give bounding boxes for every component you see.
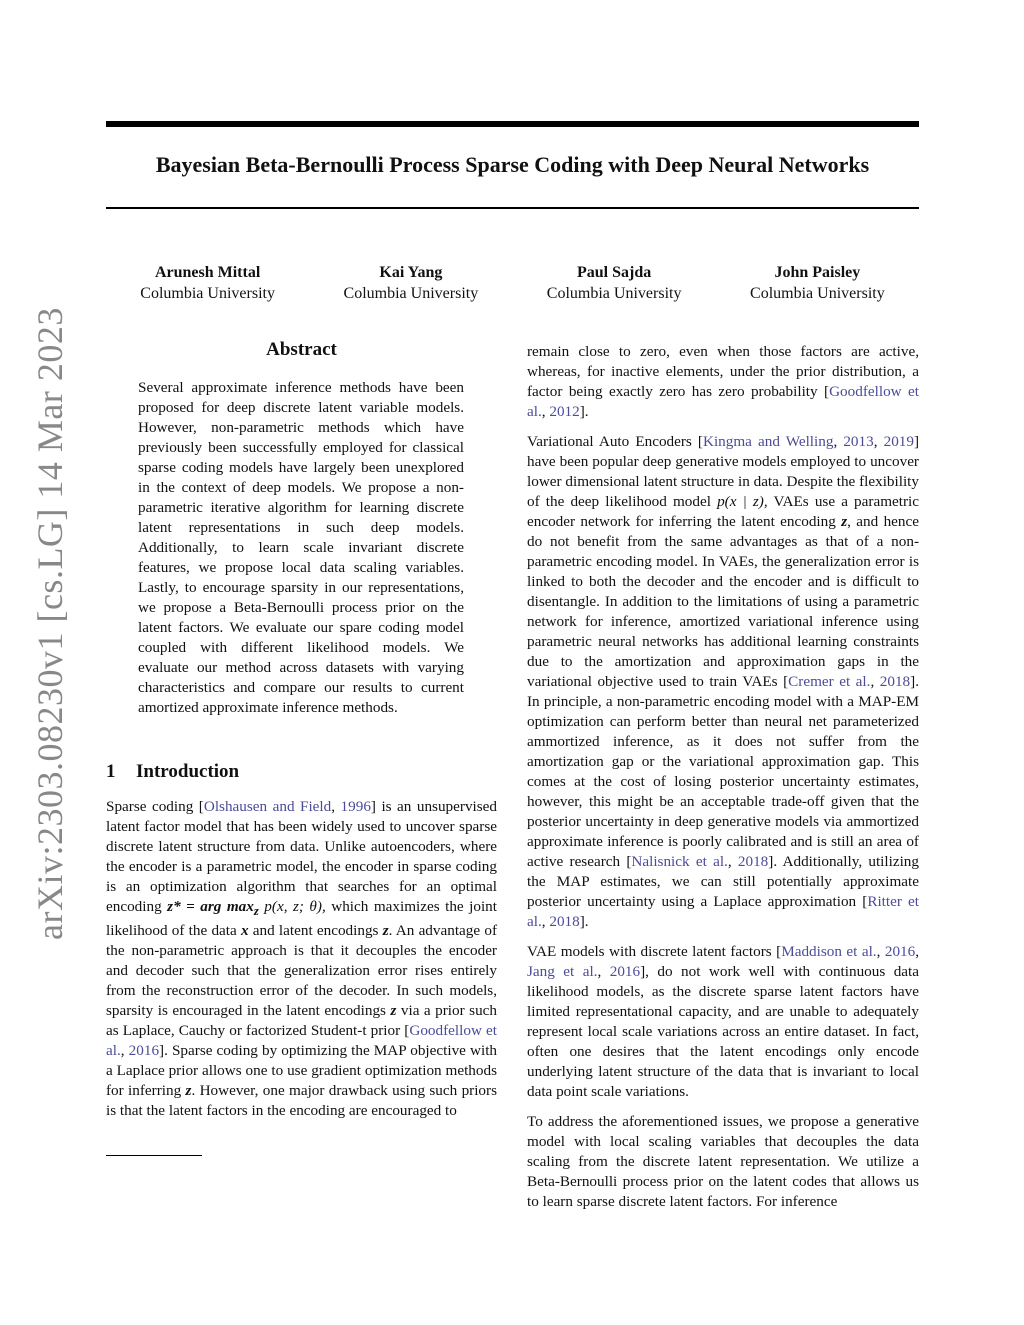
paragraph: VAE models with discrete latent factors [Maddison et al., 2016, Jang et al., 2016], do not work well with continuous data likelihood models, as the discrete sparse latent factors have limited representational capacity, and are unable to adequately represent local scale variations across an entire dataset. In fact, often one desires that the latent encodings only encode underlying latent structure of the data that is invariant to local data point scale variations. bbox=[527, 943, 920, 1100]
text-run: , VAEs use a parametric encoder network for inferring the latent encoding bbox=[527, 493, 919, 530]
text-run: To address the aforementioned issues, we propose a generative model with local scaling variables that decouples the data scaling from the discrete latent representation. We utilize a Beta-Bernoulli process prior on the latent codes that allows us to learn sparse discrete latent factors. For inference bbox=[527, 1113, 919, 1210]
text-run: Sparse coding [ bbox=[106, 798, 204, 815]
title-rule-top bbox=[106, 121, 919, 127]
paragraph bbox=[527, 1112, 919, 1212]
text-run: ] is an unsupervised latent factor model that has been widely used to uncover sparse discrete latent structure from data. Unlike autoencoders, where the encoder is a parametric model, the encoder in sparse coding is an optimization algorithm that searches for an optimal encoding bbox=[106, 798, 498, 915]
text-run: . However, one major drawback using such priors is that the latent factors in the encoding are encouraged to bbox=[106, 1082, 497, 1120]
citation-link[interactable]: Cremer et al. bbox=[788, 673, 871, 690]
citation-year-link[interactable]: 2016 bbox=[609, 963, 641, 980]
text-run: , and hence do not benefit from the same advantages as that of a non-parametric encoding model. In VAEs, the generalization error is linked to both the decoder and the encoder and is difficult to disentangle. In addition to the limitations of using a parametric network for inference, amortized variational inference using parametric neural networks has additional learning constraints due to the amortization and approximation gaps in the variational objective used to train VAEs [ bbox=[527, 513, 919, 690]
math-variable: z bbox=[185, 1082, 192, 1100]
math-expression: p(x | z) bbox=[717, 493, 764, 510]
math-expression: z* = arg max bbox=[167, 898, 254, 915]
footnote-rule bbox=[106, 1155, 202, 1156]
citation-link[interactable]: Maddison et al. bbox=[781, 943, 877, 960]
author-block bbox=[514, 262, 714, 304]
text-run: VAE models with discrete latent factors [ bbox=[527, 943, 782, 960]
text-run: ]. bbox=[579, 403, 589, 420]
left-column-text bbox=[106, 797, 497, 1131]
citation-year-link[interactable]: 2019 bbox=[883, 433, 914, 450]
text-run: . An advantage of the non-parametric approach is that it decouples the encoder and decoder such that the generalization error rises entirely from the reconstruction error of the decoder. In such models, sparsity is encouraged in the latent encodings bbox=[106, 922, 497, 1020]
citation-year-link[interactable]: 2016 bbox=[884, 943, 916, 960]
author-affiliation: Columbia University bbox=[343, 285, 479, 302]
paragraph: remain close to zero, even when those factors are active, whereas, for inactive elements, under the prior distribution, a factor being exactly zero has zero probability [Goodfellow et al., 2012]. bbox=[527, 343, 919, 420]
right-column-text bbox=[527, 342, 919, 1222]
citation-year-link[interactable]: 2018 bbox=[549, 913, 580, 930]
author-name: Kai Yang bbox=[379, 264, 443, 281]
section-heading bbox=[106, 760, 239, 784]
citation-link[interactable]: Goodfellow et al. bbox=[527, 383, 919, 420]
author-affiliation: Columbia University bbox=[546, 285, 682, 302]
text-run: and latent encodings bbox=[248, 922, 383, 940]
math-variable: z bbox=[382, 922, 389, 940]
text-run: remain close to zero, even when those factors are active, whereas, for inactive elements, under the prior distribution, a factor being exactly zero has zero probability [ bbox=[527, 343, 919, 400]
author-block bbox=[108, 262, 308, 304]
citation-link[interactable]: Olshausen and Field bbox=[203, 798, 332, 815]
text-run: ], do not work well with continuous data likelihood models, as the discrete sparse latent factors have limited representational capacity, and are unable to adequately represent local scale variations across an entire dataset. In fact, often one desires that the latent encodings only encode underlying latent structure of the data that is invariant to local data point scale variations. bbox=[527, 963, 920, 1100]
paper-title: Bayesian Beta-Bernoulli Process Sparse Coding with Deep Neural Networks bbox=[155, 152, 870, 177]
citation-year-link[interactable]: 2018 bbox=[737, 853, 769, 870]
citation-link[interactable]: Nalisnick et al. bbox=[631, 853, 728, 870]
text-run: via a prior such as Laplace, Cauchy or factorized Student-t prior [ bbox=[106, 1002, 497, 1040]
text-run: ]. bbox=[579, 913, 589, 930]
abstract-body: Several approximate inference methods have been proposed for deep discrete latent variable models. However, non-parametric methods which have previously been successfully employed for classical sparse coding models have largely been unexplored in the context of deep models. We propose a non-parametric iterative algorithm for learning discrete latent representations in such deep models. Additionally, to learn scale invariant discrete features, we propose local data scaling variables. Lastly, to encourage sparsity in our representations, we propose a Beta-Bernoulli process prior on the latent factors. We evaluate our spare coding model coupled with different likelihood models. We evaluate our method across datasets with varying characteristics and compare our results to current amortized approximate inference methods. bbox=[138, 379, 464, 716]
author-name: John Paisley bbox=[774, 264, 861, 281]
citation-year-link[interactable]: 1996 bbox=[340, 798, 371, 815]
text-run: which maximizes the joint likelihood of the data bbox=[106, 898, 497, 940]
citation-year-link[interactable]: 2016 bbox=[128, 1042, 160, 1060]
arxiv-identifier: arXiv:2303.08230v1 [cs.LG] 14 Mar 2023 bbox=[30, 307, 70, 940]
citation-year-link[interactable]: 2013 bbox=[843, 433, 874, 450]
author-list bbox=[106, 262, 919, 304]
author-block bbox=[717, 262, 917, 304]
text-run: ] have been popular deep generative models employed to uncover lower dimensional latent structure in data. Despite the flexibility of the deep likelihood model bbox=[527, 433, 920, 510]
citation-link[interactable]: Goodfellow et al. bbox=[106, 1022, 497, 1060]
author-name: Paul Sajda bbox=[577, 264, 652, 281]
paragraph: Variational Auto Encoders [Kingma and Welling, 2013, 2019] have been popular deep generative models employed to uncover lower dimensional latent structure in data. Despite the flexibility of the deep likelihood model p(x | z), VAEs use a parametric encoder network for inferring the latent encoding z, and hence do not benefit from the same advantages as that of a non-parametric encoding model. In VAEs, the generalization error is linked to both the decoder and the encoder and is difficult to disentangle. In addition to the limitations of using a parametric network for inference, amortized variational inference using parametric neural networks has additional learning constraints due to the amortization and approximation gaps in the variational objective used to train VAEs [Cremer et al., 2018]. In principle, a non-parametric encoding model with a MAP-EM optimization can perform better than neural net parameterized ammortized inference, as it does not suffer from the amortization gap or the variational approximation gap. This comes at the cost of losing posterior uncertainty estimates, however, this might be an acceptable trade-off given that the posterior uncertainty in deep generative models via ammortized approximate inference is poorly calibrated and is still an area of active research [Nalisnick et al., 2018]. Additionally, utilizing the MAP estimates, we can still potentially approximate posterior uncertainty using a Laplace approximation [Ritter et al., 2018]. bbox=[527, 433, 920, 930]
math-subscript: z bbox=[253, 904, 259, 919]
math-variable: z bbox=[390, 1002, 397, 1020]
paragraph: Sparse coding [Olshausen and Field, 1996] is an unsupervised latent factor model that has been widely used to uncover sparse discrete latent structure from data. Unlike autoencoders, where the encoder is a parametric model, the encoder in sparse coding is an optimization algorithm that searches for an optimal encoding z* = arg $\max_z p(x$, z; θ), which maximizes the joint likelihood of the data x and latent encodings z. An advantage of the non-parametric approach is that it decouples the encoder and decoder such that the generalization error rises entirely from the reconstruction error of the decoder. In such models, sparsity is encouraged in the latent encodings z via a prior such as Laplace, Cauchy or factorized Student-t prior [Goodfellow et al., 2016]. Sparse coding by optimizing the MAP objective with a Laplace prior allows one to use gradient optimization methods for inferring z. However, one major drawback using such priors is that the latent factors in the encoding are encouraged to bbox=[106, 798, 498, 1120]
section-title: Introduction bbox=[136, 761, 240, 782]
author-name: Arunesh Mittal bbox=[154, 264, 261, 281]
citation-year-link[interactable]: 2018 bbox=[879, 673, 911, 690]
title-rule-bottom bbox=[106, 207, 919, 209]
text-run: ]. In principle, a non-parametric encoding model with a MAP-EM optimization can perform better than neural net parameterized ammortized inference, as it does not suffer from the amortization gap or the variational approximation gap. This comes at the cost of losing posterior uncertainty estimates, however, this might be an acceptable trade-off given that the posterior uncertainty in deep generative models via ammortized approximate inference is poorly calibrated and is still an area of active research [ bbox=[527, 673, 919, 870]
section-number: 1 bbox=[106, 761, 116, 782]
citation-year-link[interactable]: 2012 bbox=[549, 403, 580, 420]
citation-link[interactable]: Kingma and Welling bbox=[702, 433, 834, 450]
author-block bbox=[311, 262, 511, 304]
abstract-heading: Abstract bbox=[266, 339, 337, 360]
math-variable: z bbox=[841, 513, 848, 530]
text-run: ]. Additionally, utilizing the MAP estimates, we can still potentially approximate posterior uncertainty using a Laplace approximation [ bbox=[527, 853, 919, 910]
citation-link[interactable]: Ritter et al. bbox=[527, 893, 919, 930]
text-run: ]. Sparse coding by optimizing the MAP objective with a Laplace prior allows one to use gradient optimization methods for inferring bbox=[106, 1042, 498, 1100]
math-expression: p(x, z; θ), bbox=[258, 898, 326, 915]
text-run: Variational Auto Encoders [ bbox=[527, 433, 703, 450]
math-variable: x bbox=[240, 922, 249, 940]
author-affiliation: Columbia University bbox=[140, 285, 275, 302]
citation-link[interactable]: Jang et al. bbox=[527, 963, 598, 980]
author-affiliation: Columbia University bbox=[750, 285, 885, 302]
